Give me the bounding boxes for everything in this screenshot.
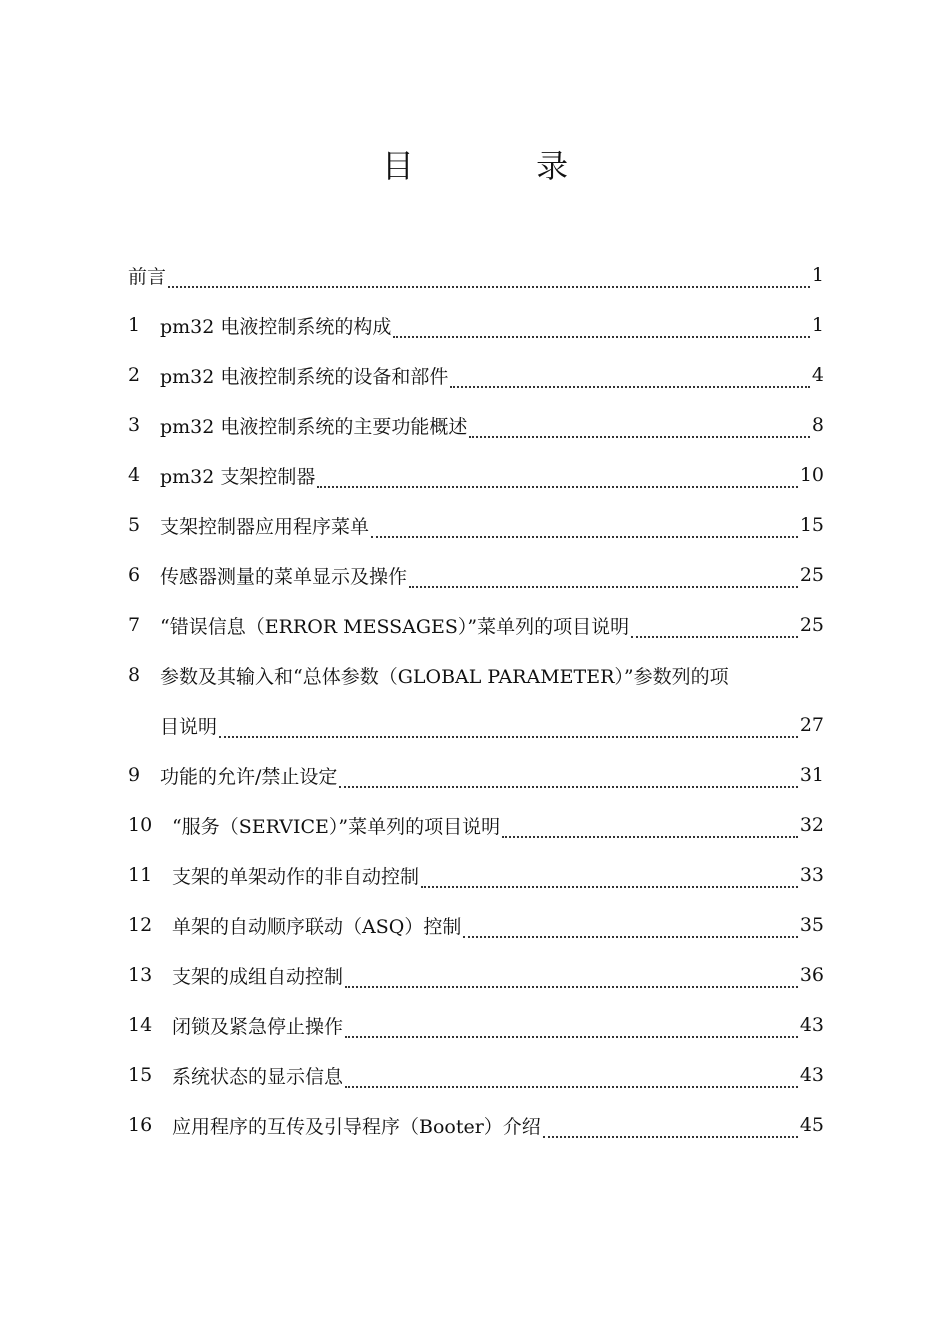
toc-entry-text: pm32 支架控制器 (160, 465, 316, 488)
toc-leader-dots (345, 1067, 798, 1088)
toc-entry-page: 27 (799, 714, 824, 736)
toc-entry-number: 4 (128, 464, 141, 486)
toc-entry-text: 传感器测量的菜单显示及操作 (160, 565, 408, 588)
toc-entry-page: 45 (799, 1114, 824, 1136)
toc-entry-number: 7 (128, 614, 141, 636)
toc-entry-text: 系统状态的显示信息 (172, 1065, 344, 1088)
toc-leader-dots (421, 867, 798, 888)
toc-entry-text: 单架的自动顺序联动（ASQ）控制 (172, 915, 462, 938)
toc-entry-13[interactable] (128, 950, 824, 1000)
toc-entry-text: “服务（SERVICE）”菜单列的项目说明 (172, 815, 501, 838)
toc-entry-number: 10 (128, 814, 153, 836)
toc-entry-page: 36 (799, 964, 824, 986)
toc-leader-dots (339, 767, 797, 788)
toc-entry-5[interactable] (128, 500, 824, 550)
toc-entry-page: 1 (811, 314, 824, 336)
toc-leader-dots (168, 267, 810, 288)
toc-leader-dots (371, 517, 798, 538)
toc-entry-14[interactable] (128, 1000, 824, 1050)
toc-leader-dots (409, 567, 798, 588)
toc-entry-page: 1 (811, 264, 824, 286)
toc-leader-dots (393, 317, 810, 338)
toc-entry-page: 43 (799, 1064, 824, 1086)
toc-entry-page: 31 (799, 764, 824, 786)
toc-entry-3[interactable] (128, 400, 824, 450)
toc-leader-dots (631, 617, 798, 638)
toc-entry-number: 11 (128, 864, 153, 886)
toc-entry-page: 35 (799, 914, 824, 936)
toc-leader-dots (450, 367, 810, 388)
table-of-contents (128, 250, 824, 1150)
toc-entry-number: 1 (128, 314, 141, 336)
toc-leader-dots (219, 717, 798, 738)
toc-entry-8-continued[interactable] (128, 700, 824, 750)
toc-entry-page: 32 (799, 814, 824, 836)
toc-entry-number: 16 (128, 1114, 153, 1136)
toc-entry-text: 功能的允许/禁止设定 (160, 765, 338, 788)
toc-entry-page: 10 (799, 464, 824, 486)
toc-leader-dots (463, 917, 797, 938)
toc-entry-12[interactable] (128, 900, 824, 950)
toc-entry-page: 4 (811, 364, 824, 386)
toc-entry-text: 支架的成组自动控制 (172, 965, 344, 988)
toc-entry-10[interactable] (128, 800, 824, 850)
toc-entry-preface[interactable] (128, 250, 824, 300)
toc-leader-dots (543, 1117, 798, 1138)
toc-entry-4[interactable] (128, 450, 824, 500)
toc-entry-text: 参数及其输入和“总体参数（GLOBAL PARAMETER）”参数列的项 (160, 665, 729, 688)
toc-entry-text: 闭锁及紧急停止操作 (172, 1015, 344, 1038)
toc-entry-number: 2 (128, 364, 141, 386)
toc-entry-1[interactable] (128, 300, 824, 350)
toc-entry-page: 25 (799, 564, 824, 586)
toc-title: 目 录 (381, 147, 625, 185)
toc-entry-text: pm32 电液控制系统的构成 (160, 315, 392, 338)
toc-entry-number: 12 (128, 914, 153, 936)
toc-entry-9[interactable] (128, 750, 824, 800)
toc-entry-text: 支架控制器应用程序菜单 (160, 515, 370, 538)
toc-entry-number: 5 (128, 514, 141, 536)
toc-entry-7[interactable] (128, 600, 824, 650)
toc-entry-page: 15 (799, 514, 824, 536)
toc-entry-text: “错误信息（ERROR MESSAGES）”菜单列的项目说明 (160, 615, 630, 638)
toc-entry-number: 6 (128, 564, 141, 586)
toc-entry-text: 前言 (128, 265, 167, 288)
toc-entry-16[interactable] (128, 1100, 824, 1150)
toc-entry-2[interactable] (128, 350, 824, 400)
toc-entry-number: 14 (128, 1014, 153, 1036)
toc-entry-number: 3 (128, 414, 141, 436)
toc-entry-text: 支架的单架动作的非自动控制 (172, 865, 420, 888)
toc-entry-page: 8 (811, 414, 824, 436)
toc-entry-page: 25 (799, 614, 824, 636)
toc-leader-dots (502, 817, 798, 838)
toc-leader-dots (317, 467, 797, 488)
toc-entry-11[interactable] (128, 850, 824, 900)
toc-entry-number: 13 (128, 964, 153, 986)
toc-leader-dots (345, 1017, 798, 1038)
toc-entry-text: 目说明 (160, 715, 218, 738)
toc-entry-number: 15 (128, 1064, 153, 1086)
toc-entry-number: 9 (128, 764, 141, 786)
toc-entry-6[interactable] (128, 550, 824, 600)
toc-entry-page: 33 (799, 864, 824, 886)
toc-leader-dots (345, 967, 798, 988)
toc-entry-text: 应用程序的互传及引导程序（Booter）介绍 (172, 1115, 541, 1138)
toc-entry-page: 43 (799, 1014, 824, 1036)
toc-entry-8[interactable] (128, 650, 824, 700)
toc-entry-15[interactable] (128, 1050, 824, 1100)
toc-entry-text: pm32 电液控制系统的设备和部件 (160, 365, 449, 388)
toc-entry-number: 8 (128, 664, 141, 686)
toc-leader-dots (469, 417, 810, 438)
toc-entry-text: pm32 电液控制系统的主要功能概述 (160, 415, 468, 438)
